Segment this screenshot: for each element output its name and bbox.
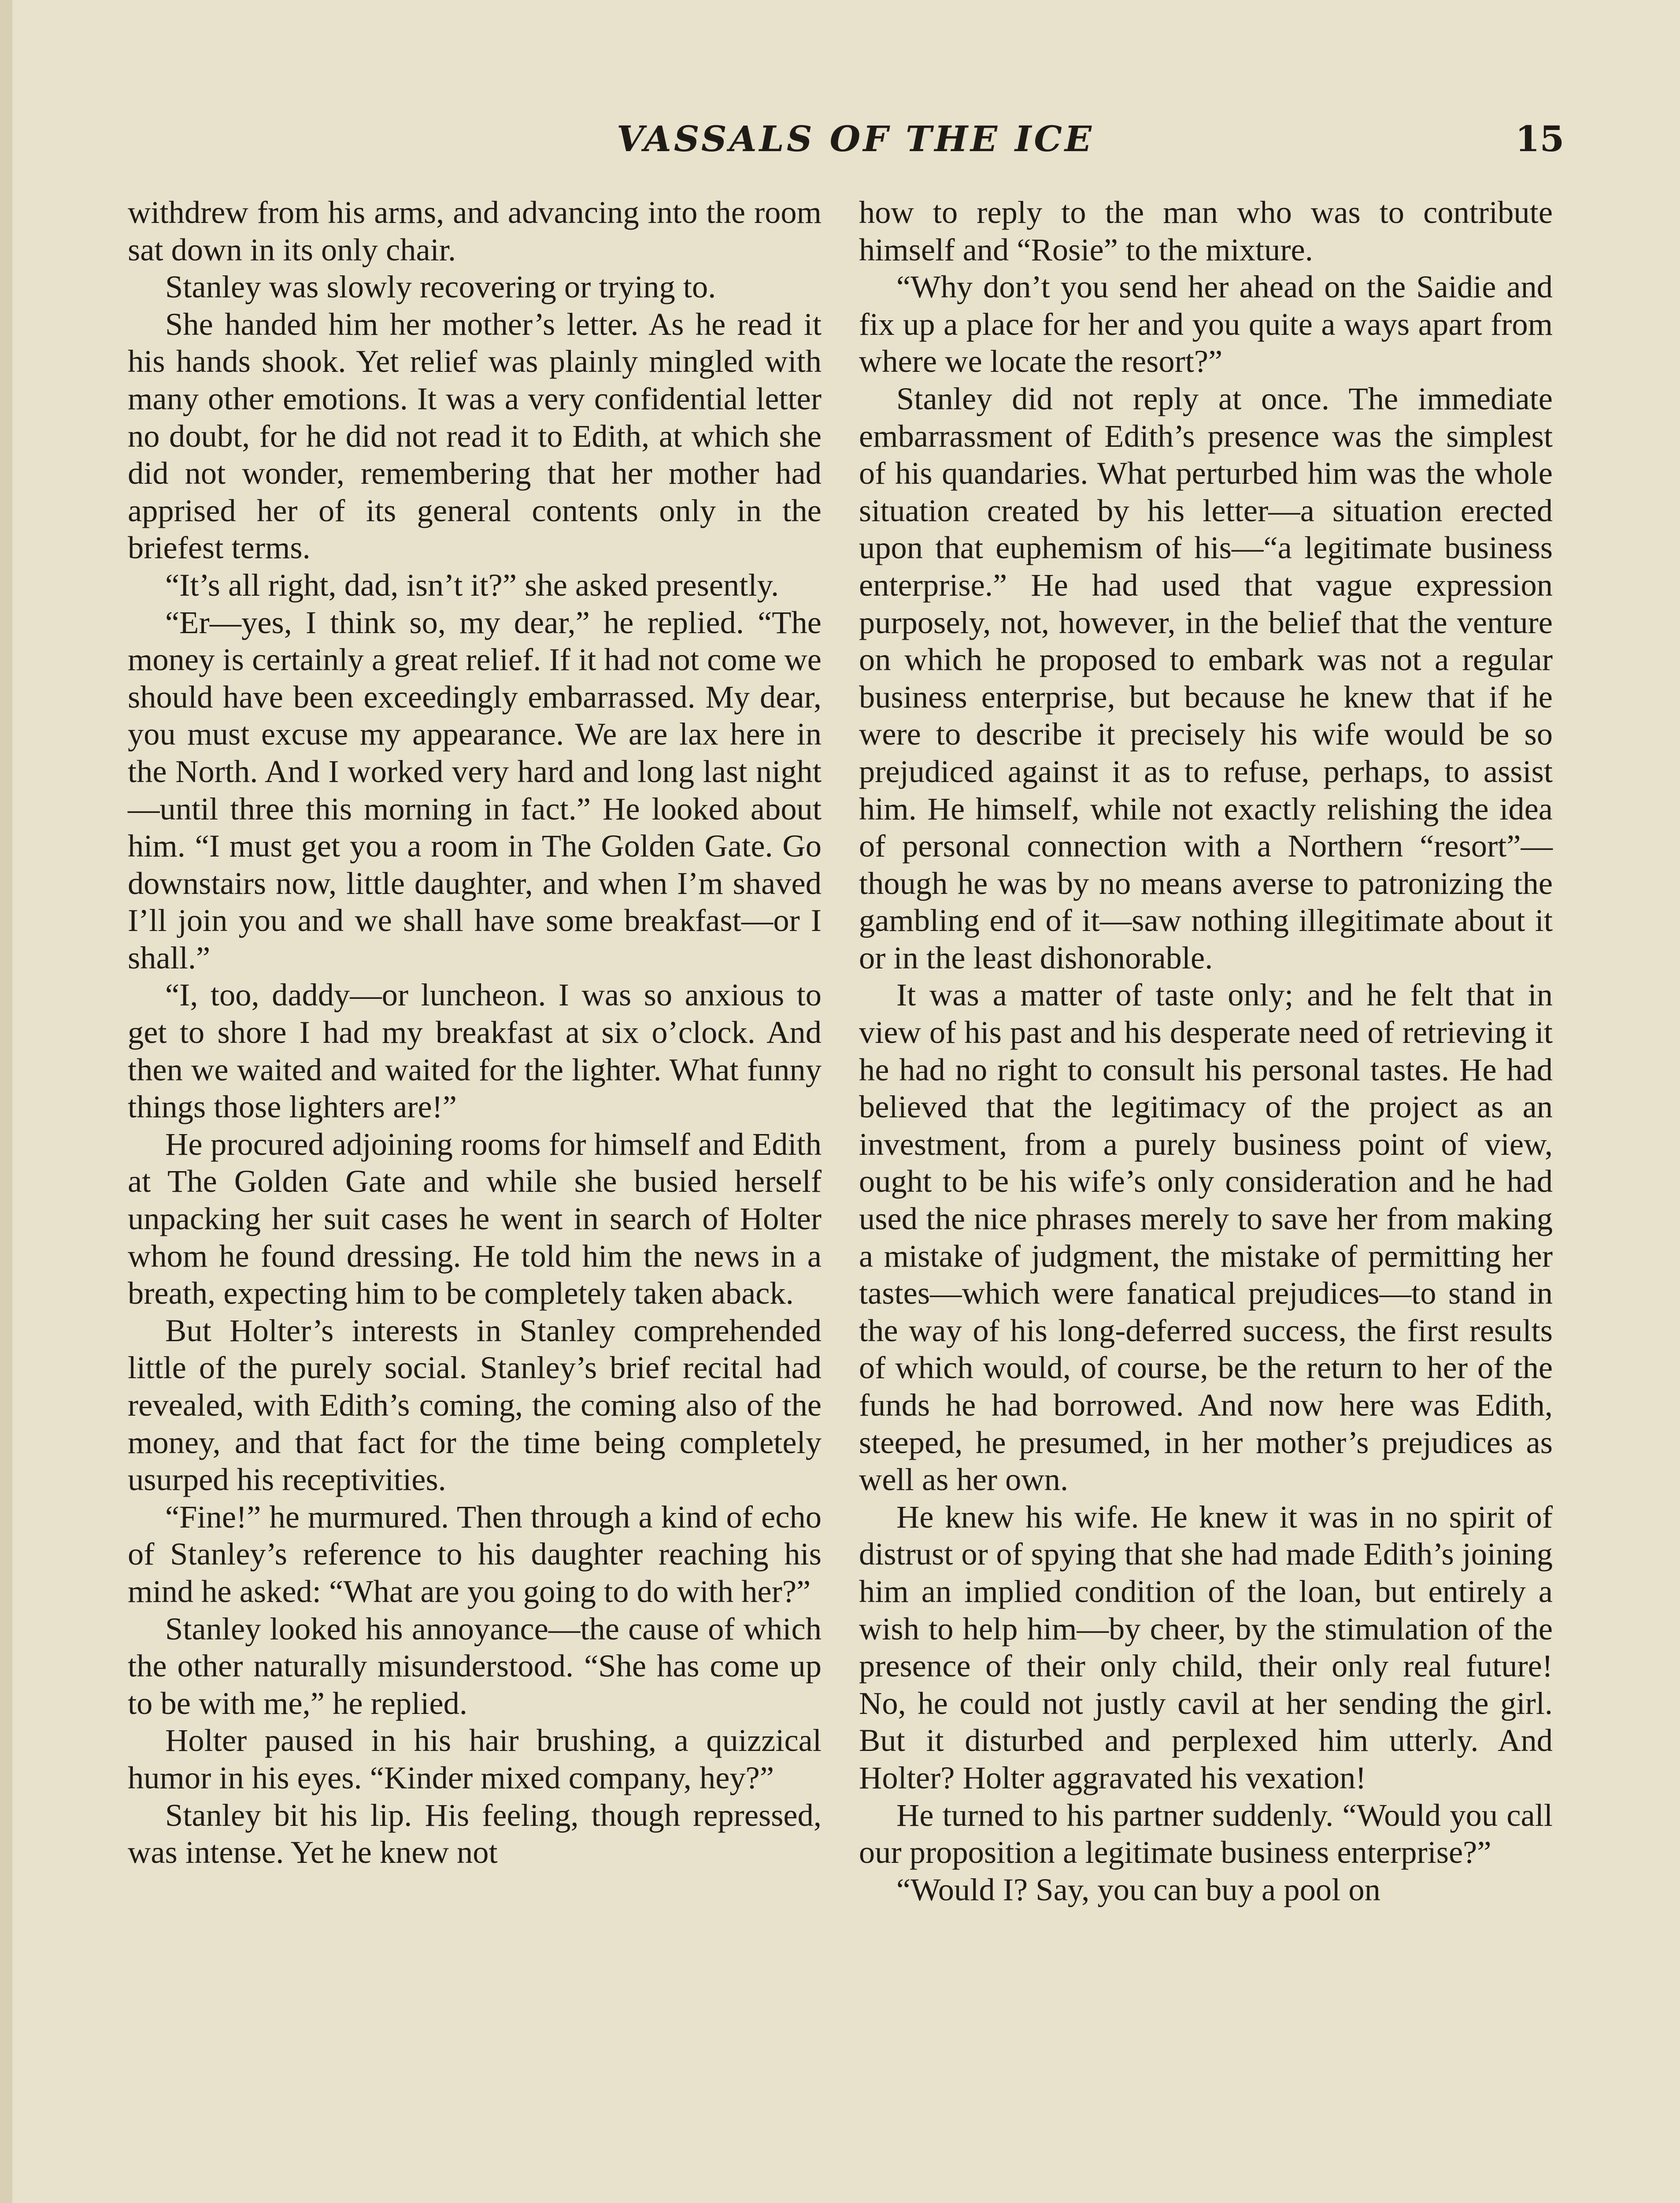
running-title: VASSALS OF THE ICE: [617, 118, 1095, 159]
paragraph: But Holter’s interests in Stanley comprehended little of the purely social. Stanley’s brief recital had revealed, with Edith’s coming, the coming also of the money, and that fact for the time being completely usurped his receptivities.: [128, 1312, 821, 1498]
paragraph: She handed him her mother’s letter. As he read it his hands shook. Yet relief was plainly mingled with many other emotions. It was a very confidential letter no doubt, for he did not read it to Edith, at which she did not wonder, remembering that her mother had apprised her of its general contents only in the briefest terms.: [128, 306, 821, 566]
paragraph: how to reply to the man who was to contribute himself and “Rosie” to the mixture.: [859, 194, 1553, 267]
paragraph: “Er—yes, I think so, my dear,” he replied. “The money is certainly a great relief. If it had not come we should have been exceedingly embarrassed. My dear, you must excuse my appearance. We are lax here in the North. And I worked very hard and long last night—until three this morning in fact.” He looked about him. “I must get you a room in The Golden Gate. Go downstairs now, little daughter, and when I’m shaved I’ll join you and we shall have some breakfast—or I shall.”: [128, 604, 821, 975]
paragraph: He knew his wife. He knew it was in no spirit of distrust or of spying that she had made Edith’s joining him an implied condition of the loan, but entirely a wish to help him—by cheer, by the stimulation of the presence of their only child, their only real future! No, he could not justly cavil at her sending the girl. But it disturbed and perplexed him utterly. And Holter? Holter aggravated his vexation!: [859, 1498, 1553, 1795]
paragraph: It was a matter of taste only; and he felt that in view of his past and his desperate need of retrieving it he had no right to consult his personal tastes. He had believed that the legitimacy of the project as an investment, from a purely business point of view, ought to be his wife’s only consideration and he had used the nice phrases merely to save her from making a mistake of judgment, the mistake of permitting her tastes—which were fanatical prejudices—to stand in the way of his long-deferred success, the first results of which would, of course, be the return to her of the funds he had borrowed. And now here was Edith, steeped, he presumed, in her mother’s prejudices as well as her own.: [859, 977, 1553, 1498]
paragraph: “I, too, daddy—or luncheon. I was so anxious to get to shore I had my breakfast at six o’clock. And then we waited and waited for the lighter. What funny things those lighters are!”: [128, 977, 821, 1125]
paragraph: Stanley looked his annoyance—the cause of which the other naturally misunderstood. “She has come up to be with me,” he replied.: [128, 1610, 821, 1721]
paragraph: “Why don’t you send her ahead on the Saidie and fix up a place for her and you quite a ways apart from where we locate the resort?”: [859, 269, 1553, 379]
paragraph: withdrew from his arms, and advancing into the room sat down in its only chair.: [128, 194, 821, 267]
paragraph: He turned to his partner suddenly. “Would you call our proposition a legitimate business enterprise?”: [859, 1797, 1553, 1870]
page-number: 15: [1515, 118, 1565, 159]
left-column: [128, 194, 821, 1871]
paragraph: Holter paused in his hair brushing, a quizzical humor in his eyes. “Kinder mixed company, hey?”: [128, 1722, 821, 1795]
paragraph: Stanley bit his lip. His feeling, though repressed, was intense. Yet he knew not: [128, 1797, 821, 1870]
paragraph: Stanley did not reply at once. The immediate embarrassment of Edith’s presence was the simplest of his quandaries. What perturbed him was the whole situation created by his letter—a situation erected upon that euphemism of his—“a legitimate business enterprise.” He had used that vague expression purposely, not, however, in the belief that the venture on which he proposed to embark was not a regular business enterprise, but because he knew that if he were to describe it precisely his wife would be so prejudiced against it as to refuse, perhaps, to assist him. He himself, while not exactly relishing the idea of personal connection with a Northern “resort”—though he was by no means averse to patronizing the gambling end of it—saw nothing illegitimate about it or in the least dishonorable.: [859, 380, 1553, 975]
paragraph: Stanley was slowly recovering or trying to.: [165, 269, 716, 305]
paragraph: “It’s all right, dad, isn’t it?” she asked presently.: [165, 567, 779, 603]
paragraph: “Fine!” he murmured. Then through a kind of echo of Stanley’s reference to his daughter reaching his mind he asked: “What are you going to do with her?”: [128, 1498, 821, 1609]
right-column: [859, 194, 1553, 1908]
paragraph: He procured adjoining rooms for himself and Edith at The Golden Gate and while she busied herself unpacking her suit cases he went in search of Holter whom he found dressing. He told him the news in a breath, expecting him to be completely taken aback.: [128, 1126, 821, 1311]
paragraph: “Would I? Say, you can buy a pool on: [896, 1871, 1380, 1907]
